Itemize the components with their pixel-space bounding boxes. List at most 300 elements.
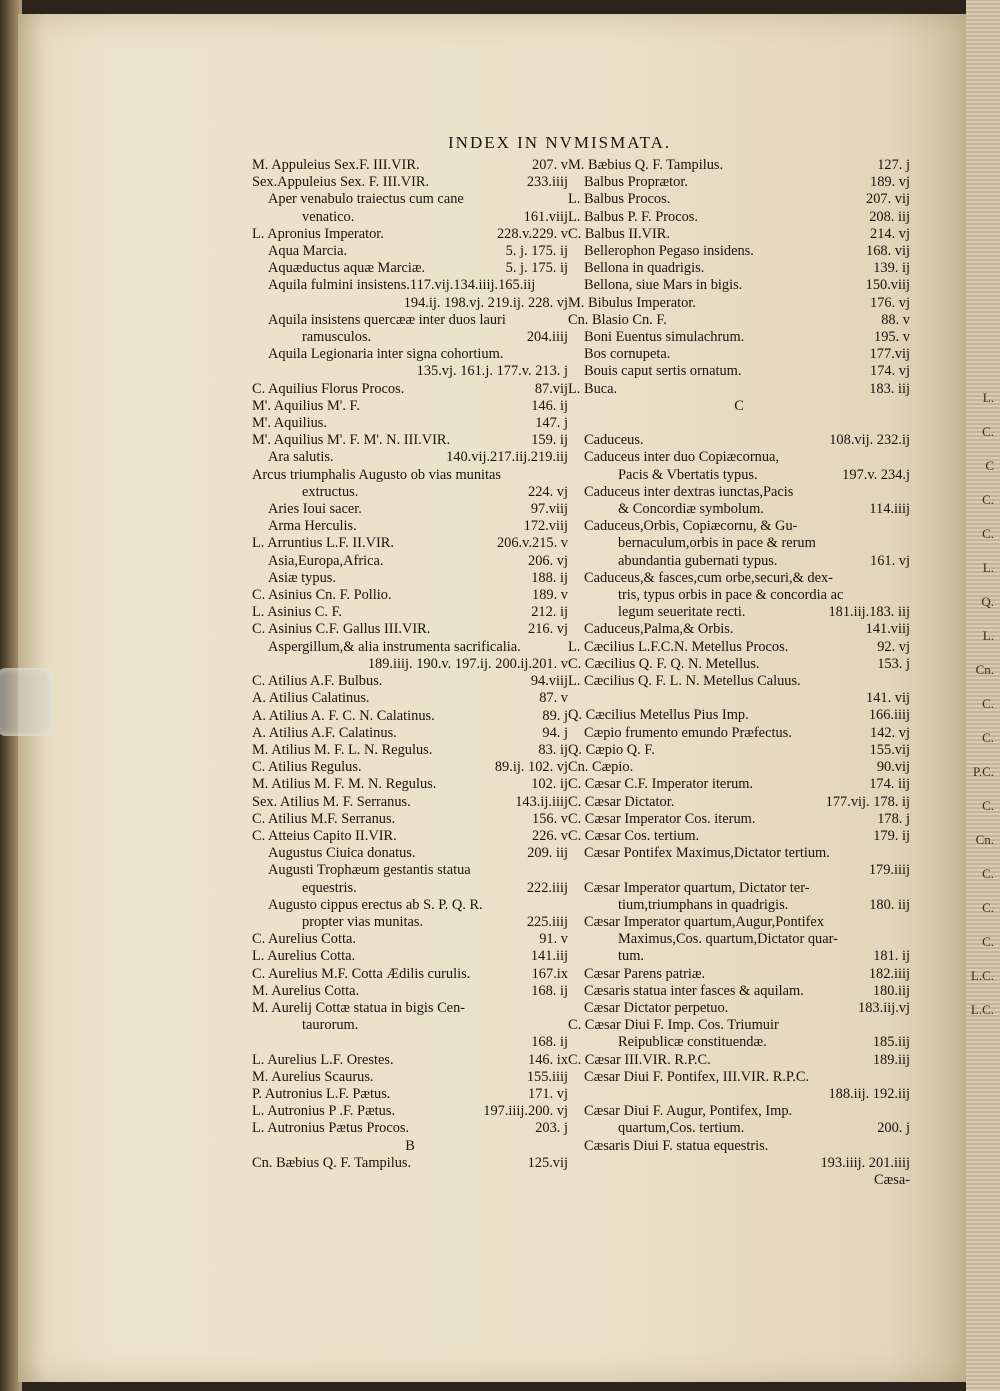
entry-page-reference: 212. ij bbox=[531, 604, 568, 621]
entry-page-reference: 203. j bbox=[535, 1120, 568, 1137]
entry-name: L. Buca. bbox=[568, 380, 618, 397]
index-entry bbox=[252, 794, 568, 811]
entry-page-reference: 204.iiij bbox=[526, 329, 568, 346]
index-entry bbox=[252, 708, 568, 725]
entry-name: Bellona, siue Mars in bigis. bbox=[584, 277, 743, 294]
entry-name: legum seueritate recti. bbox=[618, 604, 746, 621]
adjacent-page-edge bbox=[966, 0, 1000, 1391]
entry-name: Cn. Blasio Cn. F. bbox=[568, 311, 667, 328]
entry-name: Aquæductus aquæ Marciæ. bbox=[268, 260, 426, 277]
entry-page-reference: 225.iiij bbox=[526, 913, 568, 930]
entry-page-reference: 197.v. 234.j bbox=[842, 466, 910, 483]
index-entry bbox=[252, 174, 568, 191]
index-entry bbox=[568, 1017, 910, 1034]
adjacent-page-text: C. bbox=[982, 866, 994, 881]
entry-page-reference: 189. vj bbox=[870, 174, 910, 191]
entry-name: M. Appuleius Sex.F. III.VIR. bbox=[252, 157, 420, 173]
entry-page-reference: 5. j. 175. ij bbox=[505, 260, 568, 277]
entry-page-reference: 180. iij bbox=[869, 896, 910, 913]
adjacent-page-text: L. bbox=[982, 560, 994, 575]
index-entry bbox=[568, 914, 910, 931]
adjacent-page-text: L. bbox=[982, 628, 994, 643]
entry-name: venatico. bbox=[302, 208, 355, 225]
index-entry bbox=[252, 811, 568, 828]
adjacent-page-text: C. bbox=[982, 526, 994, 541]
index-entry bbox=[568, 742, 910, 759]
entry-name: Cæsar Pontifex Maximus,Dictator tertium. bbox=[584, 845, 830, 862]
index-entry bbox=[252, 931, 568, 948]
entry-name: Ara salutis. bbox=[268, 449, 334, 466]
entry-page-reference: 142. vj bbox=[870, 724, 910, 741]
entry-page-reference: 177.vij bbox=[869, 346, 910, 363]
index-entry bbox=[568, 1086, 910, 1103]
entry-name: quartum,Cos. tertium. bbox=[618, 1120, 745, 1137]
index-entry bbox=[568, 381, 910, 398]
entry-page-reference: 181. ij bbox=[873, 948, 910, 965]
entry-name: Arma Herculis. bbox=[268, 518, 357, 535]
entry-name: M. Aurelius Scaurus. bbox=[252, 1068, 374, 1085]
index-entry bbox=[252, 415, 568, 432]
entry-page-reference: Cæsa- bbox=[874, 1171, 910, 1188]
entry-name: C. Cæsar Diui F. Imp. Cos. Triumuir bbox=[568, 1017, 779, 1034]
index-entry bbox=[568, 759, 910, 776]
entry-name: A. Atilius A. F. C. N. Calatinus. bbox=[252, 707, 435, 724]
index-entry bbox=[252, 1086, 568, 1103]
entry-name: Asiæ typus. bbox=[268, 569, 336, 586]
entry-name: Bouis caput sertis ornatum. bbox=[584, 363, 742, 380]
entry-name: Bos cornupeta. bbox=[584, 346, 671, 363]
index-entry bbox=[568, 260, 910, 277]
entry-name: Caduceus,Orbis, Copiæcornu, & Gu- bbox=[584, 518, 798, 535]
entry-page-reference: 87. v bbox=[539, 690, 568, 707]
entry-name: Caduceus inter duo Copiæcornua, bbox=[584, 449, 780, 466]
index-entry bbox=[568, 157, 910, 174]
entry-page-reference: 182.iiij bbox=[868, 965, 910, 982]
entry-page-reference: 189. v bbox=[532, 587, 568, 604]
index-entry bbox=[252, 1069, 568, 1086]
entry-page-reference: 89.ij. 102. vj bbox=[494, 759, 568, 776]
index-entry bbox=[568, 966, 910, 983]
entry-name: Cæsar Diui F. Augur, Pontifex, Imp. bbox=[584, 1103, 793, 1120]
entry-name: L. Autronius Pætus Procos. bbox=[252, 1120, 410, 1137]
index-entry bbox=[568, 690, 910, 707]
entry-page-reference: 188.iij. 192.iij bbox=[828, 1085, 910, 1102]
entry-name: C. Cæsar Cos. tertium. bbox=[568, 827, 700, 844]
index-entry bbox=[568, 1000, 910, 1017]
entry-page-reference: 183.iij.vj bbox=[858, 999, 910, 1016]
entry-page-reference: 140.vij.217.iij.219.iij bbox=[446, 449, 568, 466]
entry-page-reference: 135.vj. 161.j. 177.v. 213. j bbox=[416, 363, 568, 380]
entry-name: L. Asinius C. F. bbox=[252, 604, 343, 621]
entry-name: Cæsar Imperator quartum,Augur,Pontifex bbox=[584, 913, 825, 930]
index-entry bbox=[252, 209, 568, 226]
entry-name: Q. Cæpio Q. F. bbox=[568, 741, 655, 758]
adjacent-page-text: C. bbox=[982, 424, 994, 439]
index-section-letter: B bbox=[405, 1137, 415, 1154]
entry-name: Bellerophon Pegaso insidens. bbox=[584, 243, 754, 260]
entry-page-reference: 155.iiij bbox=[526, 1068, 568, 1085]
entry-page-reference: 185.iij bbox=[872, 1034, 910, 1051]
right-index-column bbox=[568, 157, 910, 1189]
index-entry bbox=[568, 295, 910, 312]
index-entry bbox=[568, 604, 910, 621]
entry-page-reference: 88. v bbox=[881, 311, 910, 328]
entry-name: Aper venabulo traiectus cum cane bbox=[268, 191, 464, 208]
adjacent-page-text: C. bbox=[982, 798, 994, 813]
entry-name: Cæsaris statua inter fasces & aquilam. bbox=[584, 982, 804, 999]
entry-page-reference: 171. vj bbox=[528, 1085, 568, 1102]
index-entry bbox=[568, 621, 910, 638]
entry-name: M. Bibulus Imperator. bbox=[568, 294, 696, 311]
index-entry bbox=[568, 794, 910, 811]
entry-name: L. Aurelius L.F. Orestes. bbox=[252, 1051, 394, 1068]
entry-name: M. Aurelij Cottæ statua in bigis Cen- bbox=[252, 999, 466, 1016]
index-entry bbox=[568, 226, 910, 243]
index-entry bbox=[568, 845, 910, 862]
index-entry bbox=[252, 535, 568, 552]
adjacent-page-text: C bbox=[985, 458, 994, 473]
entry-name: C. Asinius Cn. F. Pollio. bbox=[252, 587, 392, 604]
entry-name: Augustus Ciuica donatus. bbox=[268, 845, 416, 862]
index-entry bbox=[252, 381, 568, 398]
entry-name: L. Balbus Procos. bbox=[568, 191, 671, 208]
index-entry bbox=[568, 518, 910, 535]
entry-page-reference: 181.iij.183. iij bbox=[828, 604, 910, 621]
entry-page-reference: 150.viij bbox=[865, 277, 910, 294]
entry-page-reference: 207. v bbox=[532, 157, 568, 173]
entry-name: C. Atilius Regulus. bbox=[252, 759, 362, 776]
entry-name: Asia,Europa,Africa. bbox=[268, 552, 384, 569]
index-entry bbox=[568, 535, 910, 552]
entry-name: L. Cæcilius L.F.C.N. Metellus Procos. bbox=[568, 638, 789, 655]
entry-page-reference: 195. v bbox=[874, 329, 910, 346]
index-entry bbox=[252, 1052, 568, 1069]
index-entry bbox=[252, 243, 568, 260]
adjacent-page-text: L.C. bbox=[970, 1002, 994, 1017]
entry-page-reference: 146. ix bbox=[528, 1051, 568, 1068]
index-entry bbox=[568, 346, 910, 363]
entry-name: M. Aurelius Cotta. bbox=[252, 982, 360, 999]
entry-page-reference: 141.viij bbox=[865, 621, 910, 638]
index-entry bbox=[252, 621, 568, 638]
entry-page-reference: 197.iiij.200. vj bbox=[483, 1103, 568, 1120]
entry-page-reference: 159. ij bbox=[531, 432, 568, 449]
entry-page-reference: 114.iiij bbox=[869, 501, 910, 518]
adjacent-page-text: P.C. bbox=[973, 764, 994, 779]
entry-page-reference: 233.iiij bbox=[526, 174, 568, 191]
index-entry bbox=[252, 501, 568, 518]
entry-name: Aquila fulmini insistens.117.vij.134.iiij.165.iij bbox=[268, 277, 536, 294]
index-entry bbox=[568, 1172, 910, 1189]
entry-page-reference: 143.ij.iiij bbox=[515, 793, 568, 810]
page-title: INDEX IN NVMISMATA. bbox=[448, 133, 672, 152]
entry-name: abundantia gubernati typus. bbox=[618, 552, 778, 569]
entry-name: Arcus triumphalis Augusto ob vias munitas bbox=[252, 466, 502, 483]
entry-page-reference: 176. vj bbox=[870, 294, 910, 311]
entry-name: A. Atilius Calatinus. bbox=[252, 690, 370, 707]
adjacent-page-text: C. bbox=[982, 934, 994, 949]
entry-name: equestris. bbox=[302, 879, 357, 896]
index-entry bbox=[568, 363, 910, 380]
index-entry bbox=[252, 966, 568, 983]
entry-name: Aquila Legionaria inter signa cohortium. bbox=[268, 346, 504, 363]
entry-name: tium,triumphans in quadrigis. bbox=[618, 896, 789, 913]
index-entry bbox=[252, 1103, 568, 1120]
entry-page-reference: 207. vij bbox=[866, 191, 910, 208]
entry-page-reference: 94. j bbox=[542, 724, 568, 741]
entry-page-reference: 200. j bbox=[877, 1120, 910, 1137]
index-entry bbox=[252, 983, 568, 1000]
index-entry bbox=[252, 432, 568, 449]
index-entry bbox=[568, 209, 910, 226]
index-entry bbox=[252, 570, 568, 587]
entry-name: M. Atilius M. F. L. N. Regulus. bbox=[252, 741, 433, 758]
entry-name: C. Cæcilius Q. F. Q. N. Metellus. bbox=[568, 655, 760, 672]
entry-name: C. Aurelius Cotta. bbox=[252, 931, 356, 948]
entry-page-reference: 141.iij bbox=[530, 948, 568, 965]
entry-page-reference: 147. j bbox=[535, 415, 568, 432]
entry-page-reference: 94.viij bbox=[530, 673, 568, 690]
entry-name: Cn. Bæbius Q. F. Tampilus. bbox=[252, 1154, 412, 1171]
entry-name: C. Atilius A.F. Bulbus. bbox=[252, 673, 383, 690]
entry-page-reference: 108.vij. 232.ij bbox=[829, 432, 910, 449]
adjacent-page-text: C. bbox=[982, 900, 994, 915]
index-entry bbox=[568, 639, 910, 656]
index-entry bbox=[568, 191, 910, 208]
entry-page-reference: 125.vij bbox=[527, 1154, 568, 1171]
blank-line bbox=[568, 415, 910, 432]
entry-page-reference: 193.iiij. 201.iiij bbox=[820, 1154, 910, 1171]
adjacent-page-text: L.C. bbox=[970, 968, 994, 983]
entry-page-reference: 139. ij bbox=[873, 260, 910, 277]
entry-name: Cæsaris Diui F. statua equestris. bbox=[584, 1137, 769, 1154]
entry-name: Caduceus. bbox=[584, 432, 644, 449]
index-entry bbox=[568, 897, 910, 914]
index-entry bbox=[252, 639, 568, 656]
entry-page-reference: 161.viij bbox=[523, 208, 568, 225]
entry-page-reference: 189.iiij. 190.v. 197.ij. 200.ij.201. v bbox=[367, 655, 568, 672]
entry-page-reference: 167.ix bbox=[531, 965, 568, 982]
entry-page-reference: 97.viij bbox=[530, 501, 568, 518]
entry-page-reference: 172.viij bbox=[523, 518, 568, 535]
index-entry bbox=[252, 880, 568, 897]
entry-page-reference: 102. ij bbox=[531, 776, 568, 793]
index-entry bbox=[568, 587, 910, 604]
index-entry bbox=[252, 329, 568, 346]
index-entry bbox=[252, 587, 568, 604]
index-entry bbox=[252, 828, 568, 845]
index-entry bbox=[252, 518, 568, 535]
entry-name: Caduceus inter dextras iunctas,Pacis bbox=[584, 483, 794, 500]
entry-page-reference: 168. ij bbox=[531, 1034, 568, 1051]
entry-name: Cæsar Diui F. Pontifex, III.VIR. R.P.C. bbox=[584, 1068, 810, 1085]
index-entry bbox=[252, 260, 568, 277]
entry-page-reference: 155.vij bbox=[869, 741, 910, 758]
entry-page-reference: 226. v bbox=[532, 827, 568, 844]
entry-name: C. Cæsar III.VIR. R.P.C. bbox=[568, 1051, 711, 1068]
entry-page-reference: 174. vj bbox=[870, 363, 910, 380]
entry-page-reference: 179. ij bbox=[873, 827, 910, 844]
entry-name: Augusti Trophæum gestantis statua bbox=[268, 862, 471, 879]
page-clip bbox=[0, 668, 52, 736]
index-entry bbox=[568, 1103, 910, 1120]
index-entry bbox=[568, 673, 910, 690]
entry-page-reference: 127. j bbox=[877, 157, 910, 173]
adjacent-page-text: Cn. bbox=[975, 662, 994, 677]
entry-name: Sex. Atilius M. F. Serranus. bbox=[252, 793, 411, 810]
entry-page-reference: 208. iij bbox=[869, 208, 910, 225]
entry-name: C. Atilius M.F. Serranus. bbox=[252, 810, 396, 827]
entry-page-reference: 174. iij bbox=[869, 776, 910, 793]
index-entry bbox=[252, 862, 568, 879]
adjacent-page-text: C. bbox=[982, 730, 994, 745]
entry-name: Cæsar Imperator quartum, Dictator ter- bbox=[584, 879, 810, 896]
entry-name: Aries Ioui sacer. bbox=[268, 501, 362, 518]
entry-name: L. Aurelius Cotta. bbox=[252, 948, 356, 965]
index-entry bbox=[568, 570, 910, 587]
entry-name: Sex.Appuleius Sex. F. III.VIR. bbox=[252, 174, 430, 191]
entry-name: bernaculum,orbis in pace & rerum bbox=[618, 535, 816, 552]
entry-name: C. Asinius C.F. Gallus III.VIR. bbox=[252, 621, 431, 638]
entry-name: Cn. Cæpio. bbox=[568, 759, 634, 776]
entry-name: L. Apronius Imperator. bbox=[252, 225, 384, 242]
entry-name: M'. Aquilius M'. F. bbox=[252, 397, 360, 414]
entry-page-reference: 83. ij bbox=[538, 741, 568, 758]
index-entry bbox=[252, 948, 568, 965]
entry-name: M. Atilius M. F. M. N. Regulus. bbox=[252, 776, 437, 793]
index-entry bbox=[568, 1034, 910, 1051]
entry-name: Boni Euentus simulachrum. bbox=[584, 329, 745, 346]
entry-name: L. Cæcilius Q. F. L. N. Metellus Caluus. bbox=[568, 673, 801, 690]
entry-page-reference: 166.iiij bbox=[868, 707, 910, 724]
index-entry bbox=[252, 277, 568, 294]
index-entry bbox=[252, 656, 568, 673]
index-entry bbox=[568, 432, 910, 449]
entry-page-reference: 180.iij bbox=[872, 982, 910, 999]
index-entry bbox=[252, 897, 568, 914]
index-entry bbox=[568, 174, 910, 191]
entry-page-reference: 194.ij. 198.vj. 219.ij. 228. vj bbox=[403, 294, 568, 311]
entry-page-reference: 189.iij bbox=[872, 1051, 910, 1068]
entry-name: C. Cæsar Dictator. bbox=[568, 793, 675, 810]
index-entry bbox=[568, 1120, 910, 1137]
entry-name: tris, typus orbis in pace & concordia ac bbox=[618, 587, 844, 604]
entry-name: ramusculos. bbox=[302, 329, 372, 346]
index-entry bbox=[252, 449, 568, 466]
index-entry bbox=[252, 725, 568, 742]
entry-name: M'. Aquilius M'. F. M'. N. III.VIR. bbox=[252, 432, 451, 449]
entry-name: Aqua Marcia. bbox=[268, 243, 348, 260]
entry-page-reference: 177.vij. 178. ij bbox=[825, 793, 910, 810]
index-entry bbox=[568, 329, 910, 346]
index-entry bbox=[568, 467, 910, 484]
index-entry bbox=[568, 553, 910, 570]
entry-page-reference: 178. j bbox=[877, 810, 910, 827]
index-entry bbox=[568, 776, 910, 793]
entry-name: C. Aurelius M.F. Cotta Ædilis curulis. bbox=[252, 965, 471, 982]
entry-name: Cæpio frumento emundo Præfectus. bbox=[584, 724, 792, 741]
entry-page-reference: 216. vj bbox=[528, 621, 568, 638]
entry-name: Cæsar Parens patriæ. bbox=[584, 965, 706, 982]
adjacent-page-text: L. bbox=[982, 390, 994, 405]
index-entry bbox=[252, 295, 568, 312]
entry-name: Balbus Proprætor. bbox=[584, 174, 688, 191]
index-entry bbox=[252, 398, 568, 415]
entry-name: Aquila insistens quercææ inter duos lauri bbox=[268, 311, 506, 328]
entry-name: Aspergillum,& alia instrumenta sacrificalia. bbox=[268, 638, 521, 655]
index-entry bbox=[252, 759, 568, 776]
index-entry bbox=[568, 484, 910, 501]
entry-page-reference: 179.iiij bbox=[868, 862, 910, 879]
index-entry bbox=[568, 312, 910, 329]
adjacent-page-text: C. bbox=[982, 696, 994, 711]
entry-page-reference: 224. vj bbox=[528, 483, 568, 500]
index-entry bbox=[252, 484, 568, 501]
entry-name: Reipublicæ constituendæ. bbox=[618, 1034, 767, 1051]
adjacent-page-text: Cn. bbox=[975, 832, 994, 847]
entry-page-reference: 161. vj bbox=[870, 552, 910, 569]
index-entry bbox=[568, 948, 910, 965]
index-entry bbox=[568, 811, 910, 828]
entry-name: C. Aquilius Florus Procos. bbox=[252, 380, 405, 397]
index-entry bbox=[252, 690, 568, 707]
index-entry bbox=[252, 226, 568, 243]
index-entry bbox=[252, 1034, 568, 1051]
index-entry bbox=[568, 656, 910, 673]
index-entry bbox=[252, 845, 568, 862]
adjacent-page-text: Q. bbox=[981, 594, 994, 609]
entry-page-reference: 91. v bbox=[539, 931, 568, 948]
index-entry bbox=[252, 346, 568, 363]
entry-page-reference: 206. vj bbox=[528, 552, 568, 569]
entry-name: Maximus,Cos. quartum,Dictator quar- bbox=[618, 931, 838, 948]
entry-name: tum. bbox=[618, 948, 644, 965]
entry-page-reference: 228.v.229. v bbox=[496, 225, 568, 242]
entry-page-reference: 206.v.215. v bbox=[496, 535, 568, 552]
index-entry bbox=[252, 1017, 568, 1034]
entry-name: Bellona in quadrigis. bbox=[584, 260, 705, 277]
entry-page-reference: 168. ij bbox=[531, 982, 568, 999]
entry-name: C. Atteius Capito II.VIR. bbox=[252, 827, 397, 844]
entry-name: Caduceus,Palma,& Orbis. bbox=[584, 621, 734, 638]
index-entry bbox=[252, 157, 568, 174]
entry-name: & Concordiæ symbolum. bbox=[618, 501, 764, 518]
entry-page-reference: 168. vij bbox=[866, 243, 910, 260]
index-entry bbox=[252, 467, 568, 484]
entry-page-reference: 209. iij bbox=[527, 845, 568, 862]
index-entry bbox=[252, 673, 568, 690]
index-section-letter: C bbox=[734, 397, 744, 414]
index-entry bbox=[252, 776, 568, 793]
index-entry bbox=[568, 725, 910, 742]
entry-name: Caduceus,& fasces,cum orbe,securi,& dex- bbox=[584, 569, 833, 586]
left-index-column bbox=[252, 157, 568, 1172]
index-entry bbox=[252, 1000, 568, 1017]
entry-page-reference: 183. iij bbox=[869, 380, 910, 397]
entry-name: M'. Aquilius. bbox=[252, 415, 327, 432]
index-entry bbox=[568, 931, 910, 948]
index-entry bbox=[252, 312, 568, 329]
adjacent-page-text: C. bbox=[982, 492, 994, 507]
index-entry bbox=[568, 707, 910, 724]
index-entry bbox=[252, 914, 568, 931]
index-entry bbox=[568, 243, 910, 260]
entry-page-reference: 90.vij bbox=[876, 759, 910, 776]
index-entry bbox=[568, 277, 910, 294]
entry-name: C. Cæsar C.F. Imperator iterum. bbox=[568, 776, 754, 793]
entry-page-reference: 141. vij bbox=[866, 690, 910, 707]
entry-page-reference: 87.vij bbox=[534, 380, 568, 397]
